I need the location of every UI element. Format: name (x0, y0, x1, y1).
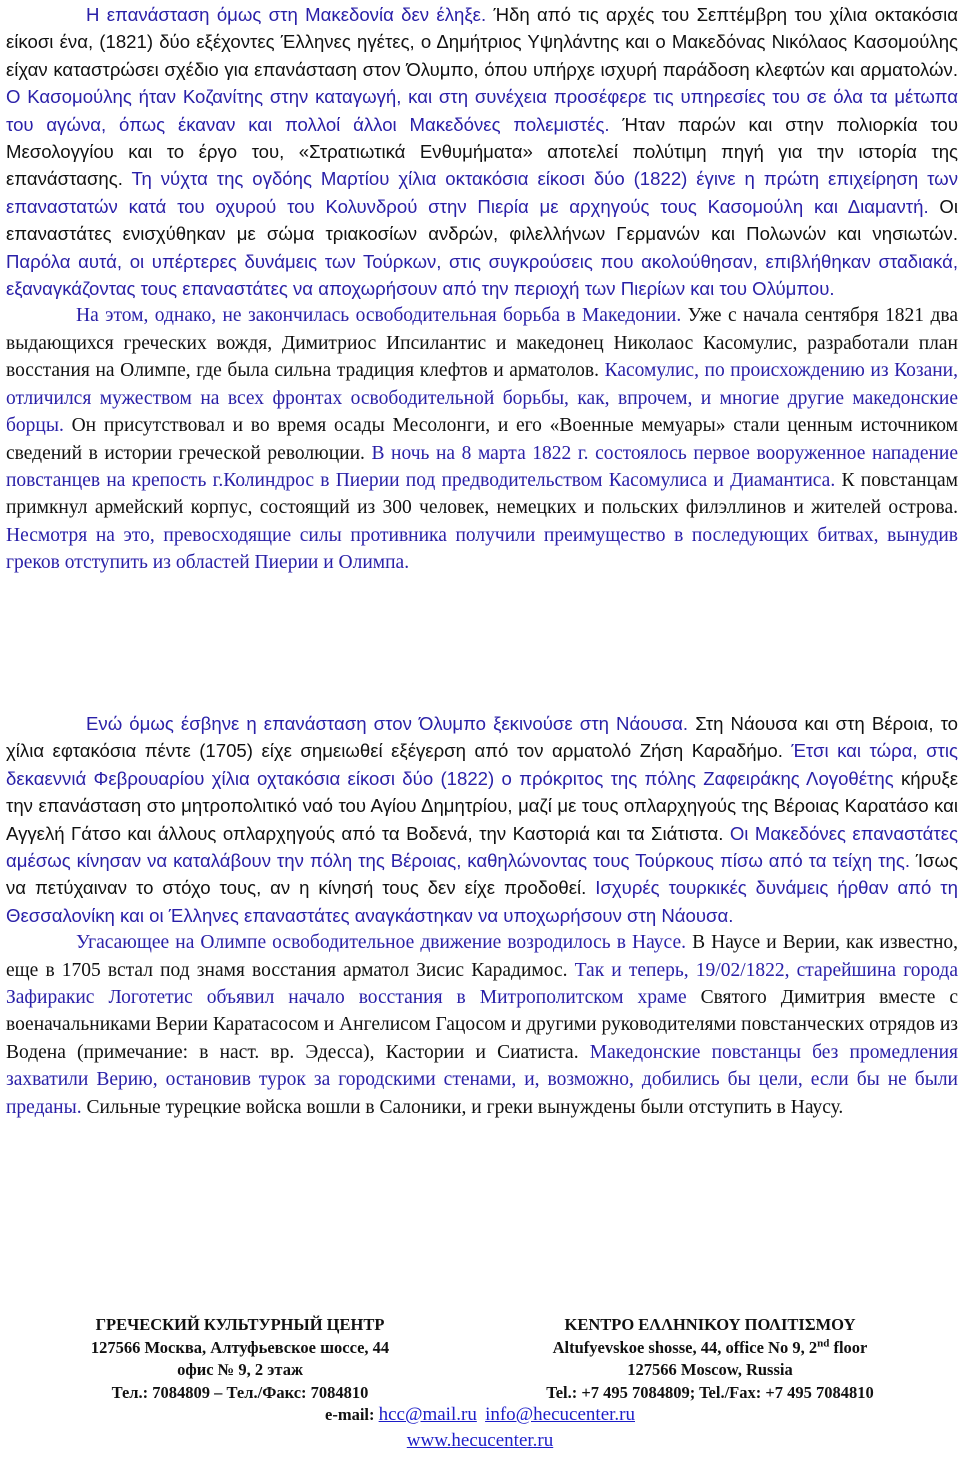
text-run: Македонские повстанцы без промедления захватили Верию, остановив турок за городскими стенами, и, возможно, добились бы цели, если бы не были преданы. (6, 1041, 958, 1118)
text-run: κήρυξε την επανάσταση στο μητροπολιτικό ναό του Αγίου Δημητρίου, μαζί με τους οπλαρχηγούς της Βέροιας Καρατάσο και Αγγελή Γάτσο και άλλους οπλαρχηγούς από τα Βοδενά, την Καστοριά και τα Σιάτιστα. (6, 767, 958, 844)
phone-english: Tel.: +7 495 7084809; Tel./Fax: +7 495 7084810 (546, 1382, 874, 1402)
address-english-line2: 127566 Moscow, Russia (627, 1360, 793, 1379)
text-run: Παρόλα αυτά, οι υπέρτερες δυνάμεις των Τούρκων, στις συγκρούσεις που ακολούθησαν, επιβλήθηκαν σταδιακά, εξαναγκάζοντας τους επαναστάτες να αποχωρήσουν από την περιοχή των Πιερίων και του Ολύμπου. (6, 250, 958, 300)
text-run: Ισχυρές τουρκικές δυνάμεις ήρθαν από τη Θεσσαλονίκη και οι Έλληνες επαναστάτες αναγκάστηκαν να υποχωρήσουν στη Νάουσα. (6, 877, 958, 926)
text-run: Он присутствовал и во время осады Месолонги, и его «Военные мемуары» стали ценным источником сведений в истории греческой революции. (6, 415, 958, 464)
text-run: Святого Димитрия вместе с военачальниками Верии Каратасосом и Ангелисом Гацосом и другими руководителями повстанческих отрядов из Водена (примечание: в наст. вр. Эдесса), Кастории и Сиатиста. (6, 987, 958, 1063)
text-run: Угасающее на Олимпе освободительное движение возродилось в Наусе. (76, 932, 693, 954)
text-run: В Наусе и Верии, как известно, еще в 1705 встал под знамя восстания арматол Зисис Карадимос. (6, 932, 959, 981)
address-english-line1-main: Altufyevskoe shosse, 44, office No 9, 2 (552, 1337, 818, 1357)
footer-russian-contact (40, 1314, 440, 1404)
website-line (0, 1430, 960, 1453)
paragraph-russian-olympus (6, 302, 958, 576)
address-russian-line1: 127566 Москва, Алтуфьевское шоссе, 44 (90, 1337, 390, 1357)
text-run: Несмотря на это, превосходящие силы противника получили преимущество в последующих битвах, вынудив греков отступить из областей Пиерии и Олимпа. (6, 524, 958, 574)
phone-russian: Тел.: 7084809 – Тел./Факс: 7084810 (111, 1382, 369, 1402)
text-run: Так и теперь, 19/02/1822, старейшина города Зафиракис Логотетис объявил начало восстания в Митрополитском храме (6, 959, 958, 1009)
address-english-line1 (470, 1337, 950, 1360)
text-run: Сильные турецкие войска вошли в Салоники, и греки вынуждены были отступить в Наусу. (86, 1096, 844, 1118)
footer-english-contact (470, 1314, 950, 1404)
org-name-russian: ГРЕЧЕСКИЙ КУЛЬТУРНЫЙ ЦЕНТР (95, 1315, 385, 1334)
email-link-hcc[interactable]: hcc@mail.ru (378, 1404, 477, 1425)
text-run: На этом, однако, не закончилась освободительная борьба в Македонии. (76, 305, 688, 327)
text-run: К повстанцам примкнул армейский корпус, состоящий из 300 человек, немецких и польских филэллинов и жителей острова. (6, 469, 958, 519)
text-run: Ήδη από τις αρχές του Σεπτέμβρη του χίλια οκτακόσια είκοσι ένα, (1821) δύο εξέχοντες Έλληνες ηγέτες, ο Δημήτριος Υψηλάντης και ο Μακεδόνας Νικόλαος Κασομούλης είχαν καταστρώσει σχέδιο για επανάσταση στον Όλυμπο, όπου υπήρχε ισχυρή παράδοση κλεφτών και αρματολών. (6, 4, 958, 80)
text-run: В ночь на 8 марта 1822 г. состоялось первое вооруженное нападение повстанцев на крепость г.Колиндрос в Пиерии под предводительством Касомулиса и Диамантиса. (6, 442, 959, 491)
paragraph-russian-naousa (6, 929, 958, 1121)
org-name-greek: ΚΕΝΤΡΟ ΕΛΛΗΝΙΚΟΥ ΠΟΛΙΤΙΣΜΟΥ (564, 1315, 856, 1334)
text-block-olympus (6, 1, 958, 577)
text-run: Ίσως να πετύχαιναν το στόχο τους, αν η κίνησή τους δεν είχε προδοθεί. (6, 850, 958, 899)
email-line (0, 1404, 960, 1427)
address-russian-line2: офис № 9, 2 этаж (177, 1360, 303, 1379)
paragraph-greek-olympus (6, 1, 958, 302)
email-label: e-mail: (325, 1405, 379, 1424)
text-run: Касомулис, по происхождению из Козани, отличился мужеством на всех фронтах освободительной борьбы, как, впрочем, и многие другие македонские борцы. (6, 360, 958, 437)
text-run: Οι Μακεδόνες επαναστάτες αμέσως κίνησαν να καταλάβουν την πόλη της Βέροιας, καθηλώνοντας τους Τούρκους πίσω από τα τείχη της. (6, 822, 958, 872)
text-run: Ήταν παρών και στην πολιορκία του Μεσολογγίου και το έργο του, «Στρατιωτικά Ενθυμήματα» αποτελεί πολύτιμη πηγή για την ιστορία της επανάστασης. (6, 113, 958, 190)
text-run: Έτσι και τώρα, στις δεκαεννιά Φεβρουαρίου χίλια οχτακόσια είκοσι δύο (1822) ο πρόκριτος της πόλης Ζαφειράκης Λογοθέτης (6, 740, 958, 789)
paragraph-greek-naousa (6, 710, 958, 929)
address-english-line1-end: floor (829, 1337, 868, 1357)
text-run: Τη νύχτα της ογδόης Μαρτίου χίλια οκτακόσια είκοσι δύο (1822) έγινε η πρώτη επιχείρηση των επαναστατών κατά του οχυρού του Κολυνδρού στην Πιερία με αρχηγούς τους Κασομούλη και Διαμαντή. (6, 168, 959, 217)
text-run: Ενώ όμως έσβηνε η επανάσταση στον Όλυμπο ξεκινούσε στη Νάουσα. (86, 713, 696, 734)
text-run: Η επανάσταση όμως στη Μακεδονία δεν έληξε. (86, 4, 494, 25)
text-run: Ο Κασομούλης ήταν Κοζανίτης στην καταγωγή, και στη συνέχεια προσέφερε τις υπηρεσίες του σε όλα τα μέτωπα του αγώνα, όπως έκαναν και πολλοί άλλοι Μακεδόνες πολεμιστές. (6, 86, 958, 135)
text-block-naousa (6, 710, 958, 1121)
text-run: Уже с начала сентября 1821 два выдающихся греческих вождя, Димитриос Ипсилантис и македонец Николаос Касомулис, разработали план восстания на Олимпе, где была сильна традиция клефтов и арматолов. (6, 305, 958, 382)
email-link-info[interactable]: info@hecucenter.ru (485, 1404, 635, 1425)
website-link[interactable]: www.hecucenter.ru (406, 1430, 554, 1451)
ordinal-suffix: nd (817, 1337, 830, 1349)
text-run: Οι επαναστάτες ενισχύθηκαν με σώμα τριακοσίων ανδρών, φιλελλήνων Γερμανών και Πολωνών και νησιωτών. (6, 195, 958, 245)
text-run: Στη Νάουσα και στη Βέροια, το χίλια εφτακόσια πέντε (1705) είχε σημειωθεί εξέγερση από τον αρματολό Ζήση Καραδήμο. (6, 713, 958, 762)
